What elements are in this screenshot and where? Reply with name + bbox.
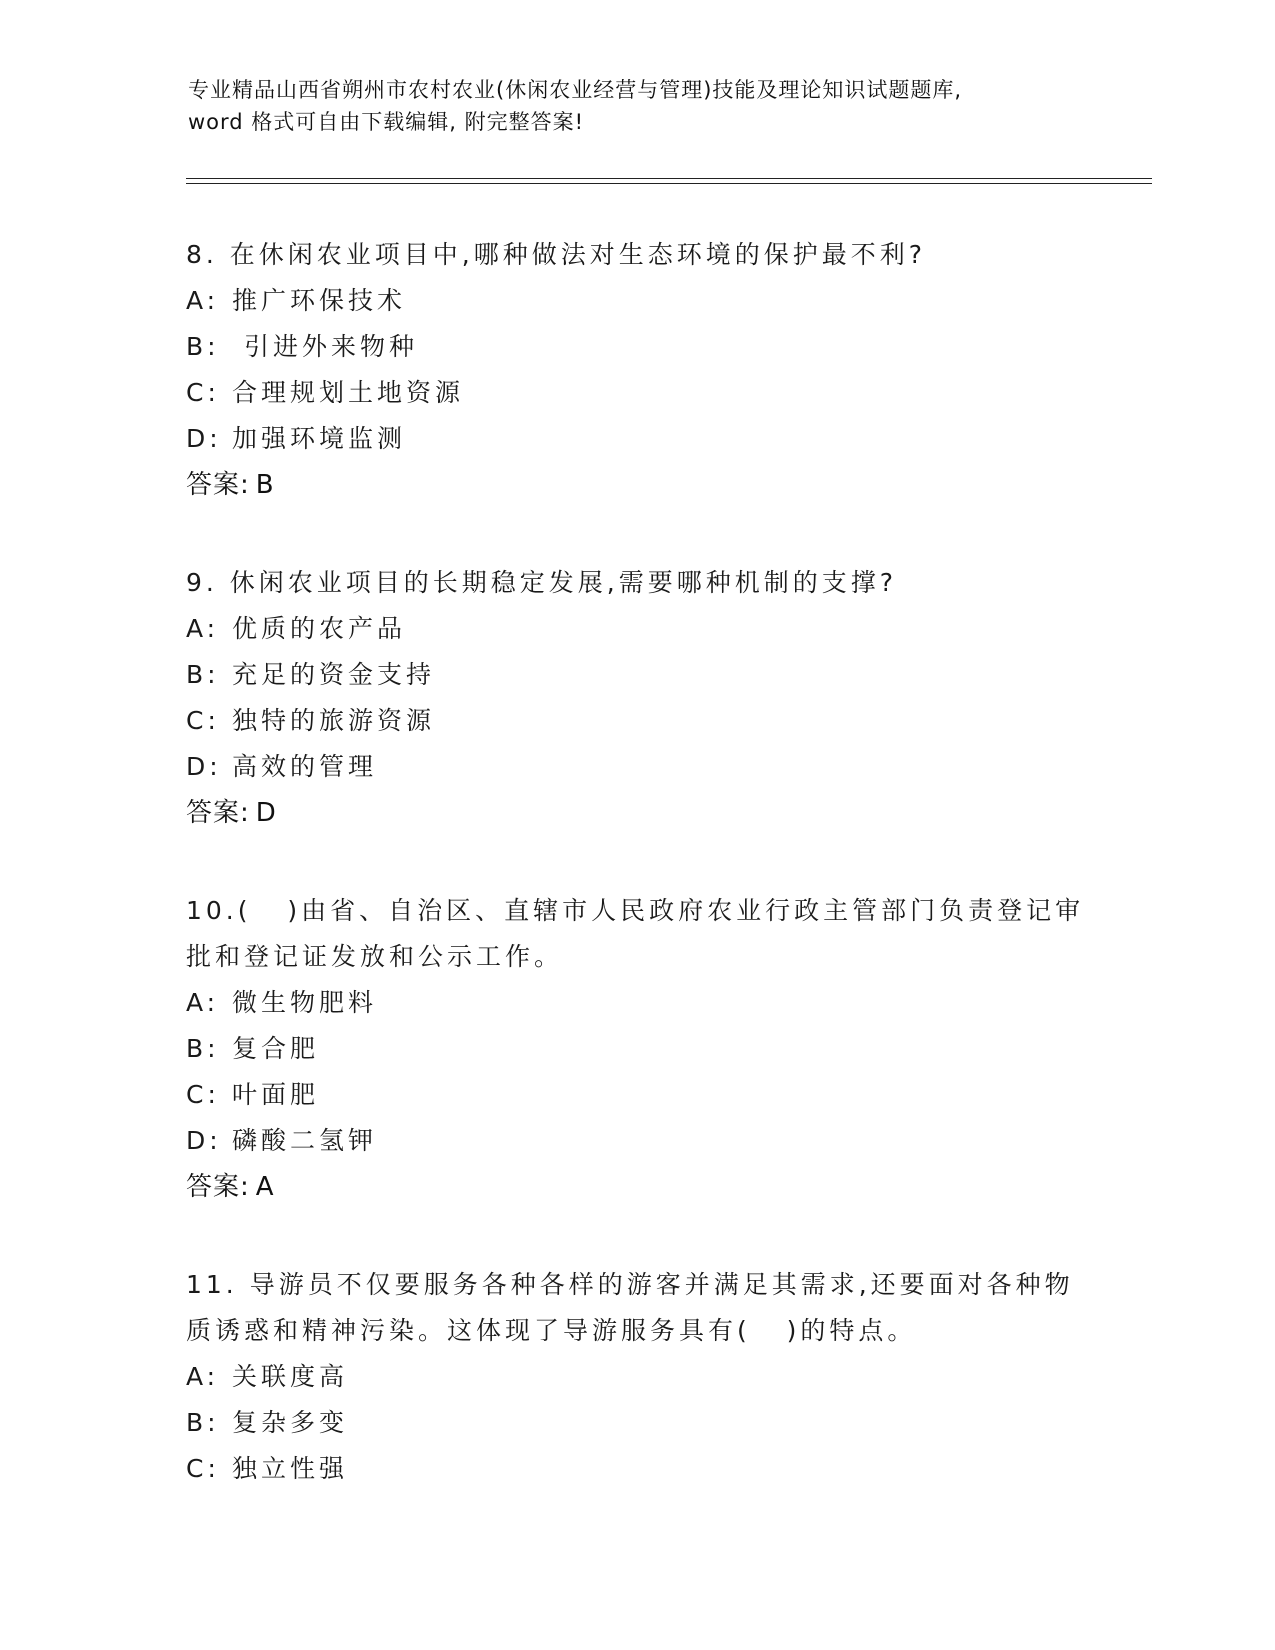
answer-value: B	[255, 470, 275, 500]
option-letter: A:	[186, 286, 220, 315]
option-text: 优质的农产品	[232, 614, 407, 643]
answer-line	[186, 790, 1086, 836]
option-text: 高效的管理	[232, 752, 378, 781]
option-letter: B:	[186, 1034, 220, 1063]
option-letter: D:	[186, 752, 222, 781]
option-text: 独特的旅游资源	[232, 706, 436, 735]
option-letter: D:	[186, 1126, 222, 1155]
question-item	[186, 232, 1086, 508]
header-title-line: 专业精品山西省朔州市农村农业(休闲农业经营与管理)技能及理论知识试题题库,	[188, 78, 963, 102]
answer-option	[186, 606, 1086, 652]
answer-option	[186, 1118, 1086, 1164]
question-item	[186, 560, 1086, 836]
option-text: 磷酸二氢钾	[232, 1126, 378, 1155]
header-divider-bottom	[186, 183, 1152, 184]
question-stem: 9. 休闲农业项目的长期稳定发展,需要哪种机制的支撑?	[186, 568, 898, 597]
answer-label: 答案:	[186, 470, 250, 500]
answer-option	[186, 744, 1086, 790]
answer-option	[186, 1354, 1086, 1400]
answer-line	[186, 462, 1086, 508]
question-stem: 10.( )由省、自治区、直辖市人民政府农业行政主管部门负责登记审批和登记证发放和公示工作。	[186, 896, 1085, 971]
option-text: 叶面肥	[232, 1080, 320, 1109]
option-text: 微生物肥料	[232, 988, 378, 1017]
answer-option	[186, 278, 1086, 324]
answer-option	[186, 980, 1086, 1026]
answer-option	[186, 324, 1086, 370]
option-text: 引进外来物种	[232, 332, 418, 361]
option-text: 推广环保技术	[232, 286, 407, 315]
question-list	[186, 232, 1086, 1544]
option-letter: B:	[186, 332, 220, 361]
answer-option	[186, 1446, 1086, 1492]
header-subtitle-line: word 格式可自由下载编辑, 附完整答案!	[188, 110, 585, 134]
answer-label: 答案:	[186, 798, 250, 828]
answer-line	[186, 1164, 1086, 1210]
option-letter: C:	[186, 706, 220, 735]
answer-option	[186, 652, 1086, 698]
answer-option	[186, 370, 1086, 416]
document-header	[188, 74, 1148, 138]
option-text: 加强环境监测	[232, 424, 407, 453]
answer-label: 答案:	[186, 1172, 250, 1202]
answer-option	[186, 1026, 1086, 1072]
answer-option	[186, 416, 1086, 462]
option-text: 充足的资金支持	[232, 660, 436, 689]
question-stem: 11. 导游员不仅要服务各种各样的游客并满足其需求,还要面对各种物质诱惑和精神污染。这体现了导游服务具有( )的特点。	[186, 1270, 1074, 1345]
question-stem: 8. 在休闲农业项目中,哪种做法对生态环境的保护最不利?	[186, 240, 927, 269]
question-item	[186, 888, 1086, 1210]
option-letter: A:	[186, 614, 220, 643]
option-text: 复合肥	[232, 1034, 320, 1063]
question-item	[186, 1262, 1086, 1492]
option-letter: B:	[186, 660, 220, 689]
option-text: 复杂多变	[232, 1408, 349, 1437]
answer-option	[186, 1072, 1086, 1118]
answer-option	[186, 698, 1086, 744]
option-letter: D:	[186, 424, 222, 453]
answer-value: A	[255, 1172, 275, 1202]
option-text: 独立性强	[232, 1454, 349, 1483]
option-letter: C:	[186, 1454, 220, 1483]
option-letter: C:	[186, 1080, 220, 1109]
option-text: 关联度高	[232, 1362, 349, 1391]
header-divider-top	[186, 178, 1152, 179]
option-letter: A:	[186, 988, 220, 1017]
option-letter: C:	[186, 378, 220, 407]
option-text: 合理规划土地资源	[232, 378, 465, 407]
option-letter: A:	[186, 1362, 220, 1391]
answer-option	[186, 1400, 1086, 1446]
answer-value: D	[255, 798, 277, 828]
option-letter: B:	[186, 1408, 220, 1437]
